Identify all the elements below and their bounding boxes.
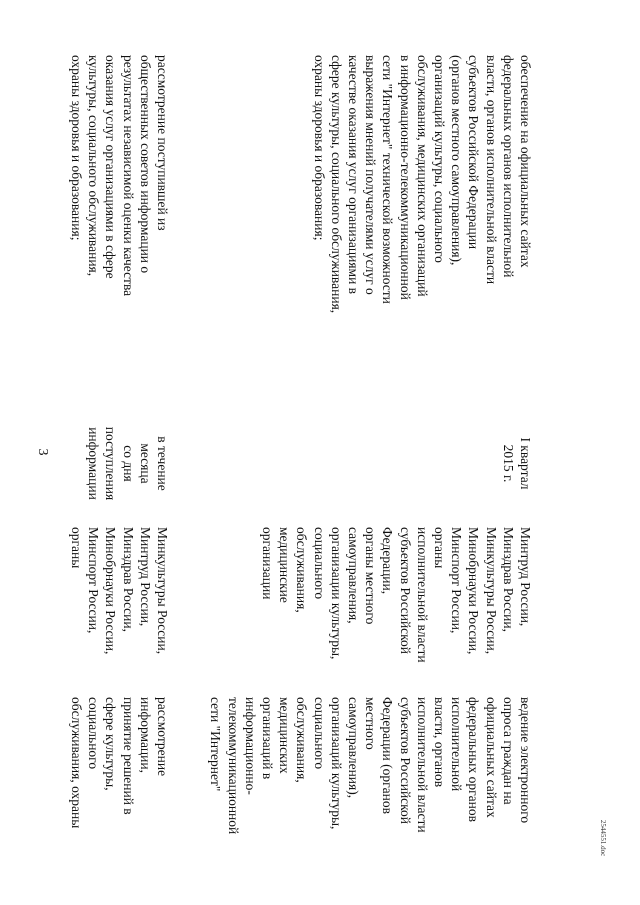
file-reference: 2544551.doc [599,819,607,857]
task-cell: обеспечение на официальных сайтах федеральных органов исполнительной власти, органов исполнительной власти субъектов Российской Федерации (органов местного самоуправления), организаций культуры, социального обслуживания, медицинских организаций в информационно-телекоммуникационной сети "Интернет" технической возможности выражения мнений получателями услуг о качестве оказания услуг организациями в сфере культуры, социального обслуживания, охраны здоровья и образования; [311,55,533,314]
executors-cell: Минтруд России, Минздрав России, Минкультуры России, Минобрнауки России, Минспорт России, органы исполнительной власти субъектов Российской Федерации, органы местного самоуправления, организации культуры, социального обслуживания, медицинские организации [259,527,533,663]
task-cell: рассмотрение поступившей из общественных советов информации о результатах независимой оценки качества оказания услуг организациями в сфере культуры, социального обслуживания, охраны здоровья и образования; [68,55,170,297]
result-cell: рассмотрение информации, принятие решений в сфере культуры, социального обслуживания, охраны [68,697,170,829]
rotated-table [64,55,534,845]
executors-cell: Минкультуры России, Минтруд России, Минздрав России, Минобрнауки России, Минспорт России, органы [68,527,170,655]
term-cell: I квартал 2015 г. [500,437,533,490]
term-cell: в течение месяца со дня поступления информации [86,426,170,501]
result-cell: ведение электронного опроса граждан на официальных сайтах федеральных органов исполнительной власти, органов исполнительной власти субъектов Российской Федерации (органов местного самоуправления), организаций культуры, социального обслуживания, медицинских организаций в информационно- телекоммуникационной сети "Интернет" [208,697,533,835]
page-number: 3 [35,448,50,456]
